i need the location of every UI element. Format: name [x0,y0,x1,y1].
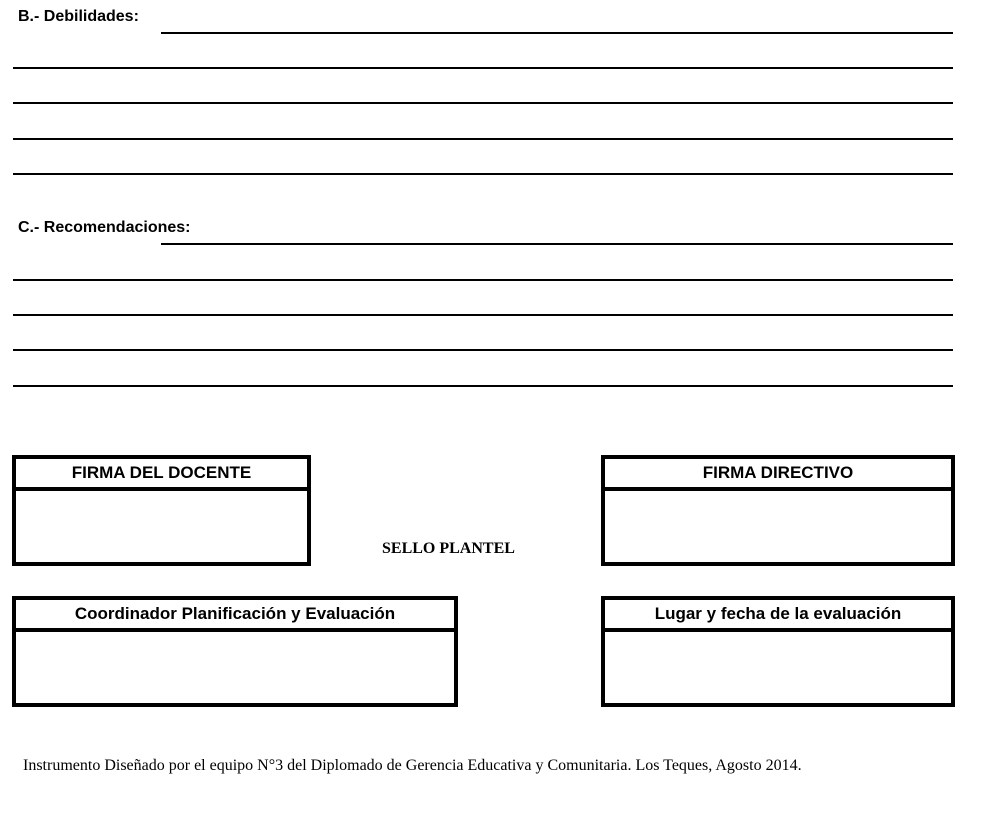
director-signature-header: FIRMA DIRECTIVO [605,459,951,491]
place-date-box [601,596,955,707]
weaknesses-line-1[interactable] [161,32,953,34]
school-stamp-label: SELLO PLANTEL [382,540,515,557]
weaknesses-label: B.- Debilidades: [18,8,139,25]
teacher-signature-header: FIRMA DEL DOCENTE [16,459,307,491]
place-date-header: Lugar y fecha de la evaluación [605,600,951,632]
teacher-signature-field[interactable] [16,491,307,562]
place-date-field[interactable] [605,632,951,703]
recommendations-label: C.- Recomendaciones: [18,219,191,236]
weaknesses-line-2[interactable] [13,67,953,69]
coordinator-box [12,596,458,707]
coordinator-field[interactable] [16,632,454,703]
teacher-signature-box [12,455,311,566]
recommendations-line-1[interactable] [161,243,953,245]
recommendations-line-2[interactable] [13,279,953,281]
recommendations-line-4[interactable] [13,349,953,351]
recommendations-line-3[interactable] [13,314,953,316]
footer-note: Instrumento Diseñado por el equipo N°3 del Diplomado de Gerencia Educativa y Comunitaria. Los Teques, Agosto 2014. [23,757,802,774]
weaknesses-line-5[interactable] [13,173,953,175]
director-signature-field[interactable] [605,491,951,562]
director-signature-box [601,455,955,566]
weaknesses-line-3[interactable] [13,102,953,104]
weaknesses-line-4[interactable] [13,138,953,140]
coordinator-header: Coordinador Planificación y Evaluación [16,600,454,632]
recommendations-line-5[interactable] [13,385,953,387]
